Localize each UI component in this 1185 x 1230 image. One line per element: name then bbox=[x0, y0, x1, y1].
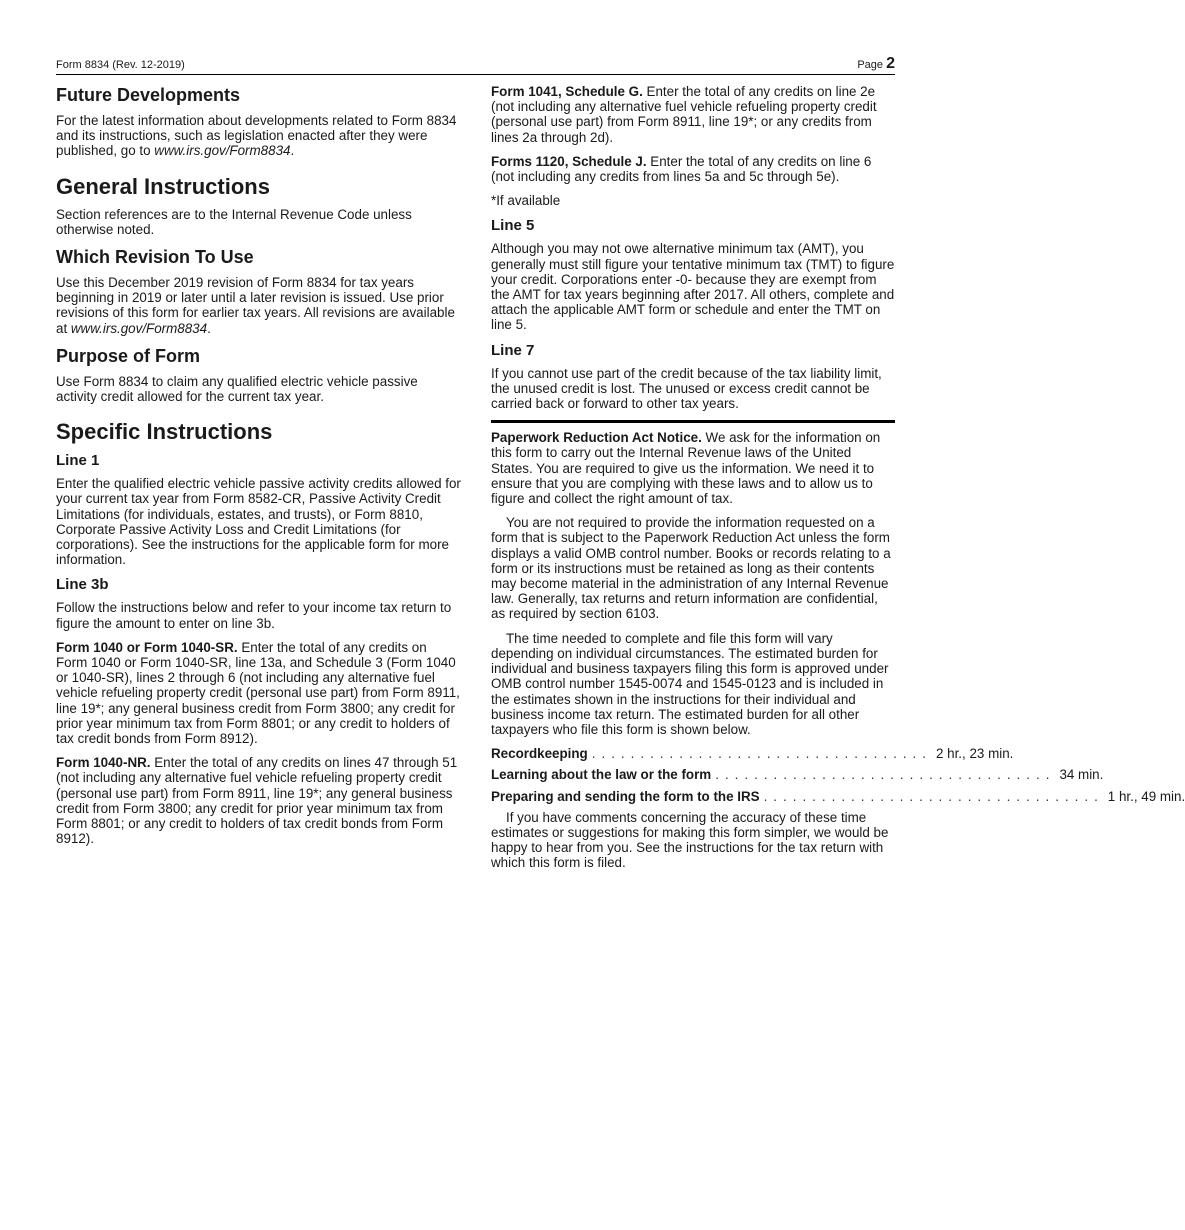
paperwork-burden-text: The time needed to complete and file this form will vary depending on individual circumstances. The estimated burden for individual and business taxpayers filing this form is approved under OMB control number 1545-0074 and 1545-0123 and is included in the estimates shown in the instructions for their individual and business income tax return. The estimated burden for all other taxpayers who file this form is shown below. bbox=[491, 630, 889, 737]
which-revision-heading: Which Revision To Use bbox=[56, 247, 254, 268]
irs-link[interactable]: www.irs.gov/Form8834 bbox=[70, 320, 208, 336]
future-developments-text: For the latest information about developments related to Form 8834 and its instructions, such as legislation enacted after they were published, go to www.irs.gov/Form8834. bbox=[56, 113, 457, 159]
right-column bbox=[491, 84, 1185, 880]
paperwork-notice-text: Paperwork Reduction Act Notice. We ask for the information on this form to carry out the Internal Revenue laws of the United States. You are required to give us the information. We need it to ensure that you are complying with these laws and to allow us to figure and collect the right amount of tax. bbox=[491, 430, 881, 507]
page-number: 2 bbox=[886, 55, 895, 72]
burden-row-learning: Learning about the law or the form ................................... 34 min. bbox=[491, 767, 1104, 783]
form1040nr-text: Form 1040-NR. Enter the total of any credits on lines 47 through 51 (not including any alternative fuel vehicle refueling property credit (personal use part) from Form 8911, line 19*; any general business credit from Form 3800; any credit for prior year minimum tax from Form 8801; or any credit to holders of tax credit bonds from Form 8912). bbox=[56, 755, 458, 847]
line5-heading: Line 5 bbox=[491, 217, 535, 235]
line5-text: Although you may not owe alternative minimum tax (AMT), you generally must still figure your tentative minimum tax (TMT) to figure your credit. Corporations enter -0- because they are exempt from the AMT for tax years beginning after 2017. All others, complete and attach the applicable AMT form or schedule and enter the TMT on line 5. bbox=[491, 241, 895, 333]
form1041-text: Form 1041, Schedule G. Enter the total of any credits on line 2e (not including any alternative fuel vehicle refueling property credit (personal use part) from Form 8911, line 19*; or any credits from lines 2a through 2d). bbox=[491, 84, 877, 145]
general-instructions-text: Section references are to the Internal Revenue Code unless otherwise noted. bbox=[56, 206, 412, 237]
purpose-text: Use Form 8834 to claim any qualified electric vehicle passive activity credit allowed for the current tax year. bbox=[56, 373, 418, 405]
left-column bbox=[56, 84, 461, 856]
paperwork-omb-text: You are not required to provide the information requested on a form that is subject to the Paperwork Reduction Act unless the form displays a valid OMB control number. Books or records relating to a form or its instructions must be retained as long as their contents may become material in the administration of any Internal Revenue law. Generally, tax returns and return information are confidential, as required by section 6103. bbox=[491, 515, 891, 622]
specific-instructions-heading: Specific Instructions bbox=[56, 419, 273, 445]
which-revision-text: Use this December 2019 revision of Form 8834 for tax years beginning in 2019 or later until a later revision is issued. Use prior revisions of this form for earlier tax years. All revisions are available at www.irs.gov/Form8834. bbox=[56, 275, 455, 336]
form1120-text: Forms 1120, Schedule J. Enter the total of any credits on line 6 (not including any credits from lines 5a and 5c through 5e). bbox=[491, 153, 872, 185]
line7-heading: Line 7 bbox=[491, 341, 535, 359]
line1-text: Enter the qualified electric vehicle passive activity credits allowed for your current tax year from Form 8582-CR, Passive Activity Credit Limitations (for individuals, estates, and trusts), or Form 8810, Corporate Passive Activity Loss and Credit Limitations (for corporations). See the instructions for the applicable form for more information. bbox=[56, 476, 461, 568]
line7-text: If you cannot use part of the credit because of the tax liability limit, the unused credit is lost. The unused or excess credit cannot be carried back or forward to other tax years. bbox=[491, 365, 882, 412]
page-word: Page bbox=[857, 59, 884, 71]
general-instructions-heading: General Instructions bbox=[56, 173, 270, 199]
page-header bbox=[56, 52, 895, 75]
line1-heading: Line 1 bbox=[56, 452, 100, 470]
form1040-text: Form 1040 or Form 1040-SR. Enter the total of any credits on Form 1040 or Form 1040-SR, line 13a, and Schedule 3 (Form 1040 or 1040-SR), lines 2 through 6 (not including any alternative fuel vehicle refueling property credit (personal use part) from Form 8911, line 19*; any general business credit from Form 3800; any credit for prior year minimum tax from Form 8801; or any credit to holders of tax credit bonds from Form 8912). bbox=[56, 639, 460, 747]
burden-row-preparing: Preparing and sending the form to the IRS ................................... 1 hr., 49 min. bbox=[491, 788, 1185, 804]
purpose-heading: Purpose of Form bbox=[56, 345, 201, 366]
page-indicator bbox=[857, 56, 895, 74]
future-developments-heading: Future Developments bbox=[56, 85, 241, 105]
section-divider bbox=[491, 420, 895, 423]
burden-row-recordkeeping: Recordkeeping ................................... 2 hr., 23 min. bbox=[491, 746, 1014, 762]
irs-link[interactable]: www.irs.gov/Form8834 bbox=[154, 143, 291, 159]
comments-text: If you have comments concerning the accuracy of these time estimates or suggestions for making this form simpler, we would be happy to hear from you. See the instructions for the tax return with which this form is filed. bbox=[491, 809, 889, 871]
line3b-text: Follow the instructions below and refer to your income tax return to figure the amount to enter on line 3b. bbox=[56, 600, 452, 631]
if-available-note: *If available bbox=[491, 193, 561, 209]
line3b-heading: Line 3b bbox=[56, 576, 109, 594]
form-label: Form 8834 (Rev. 12-2019) bbox=[56, 59, 185, 71]
